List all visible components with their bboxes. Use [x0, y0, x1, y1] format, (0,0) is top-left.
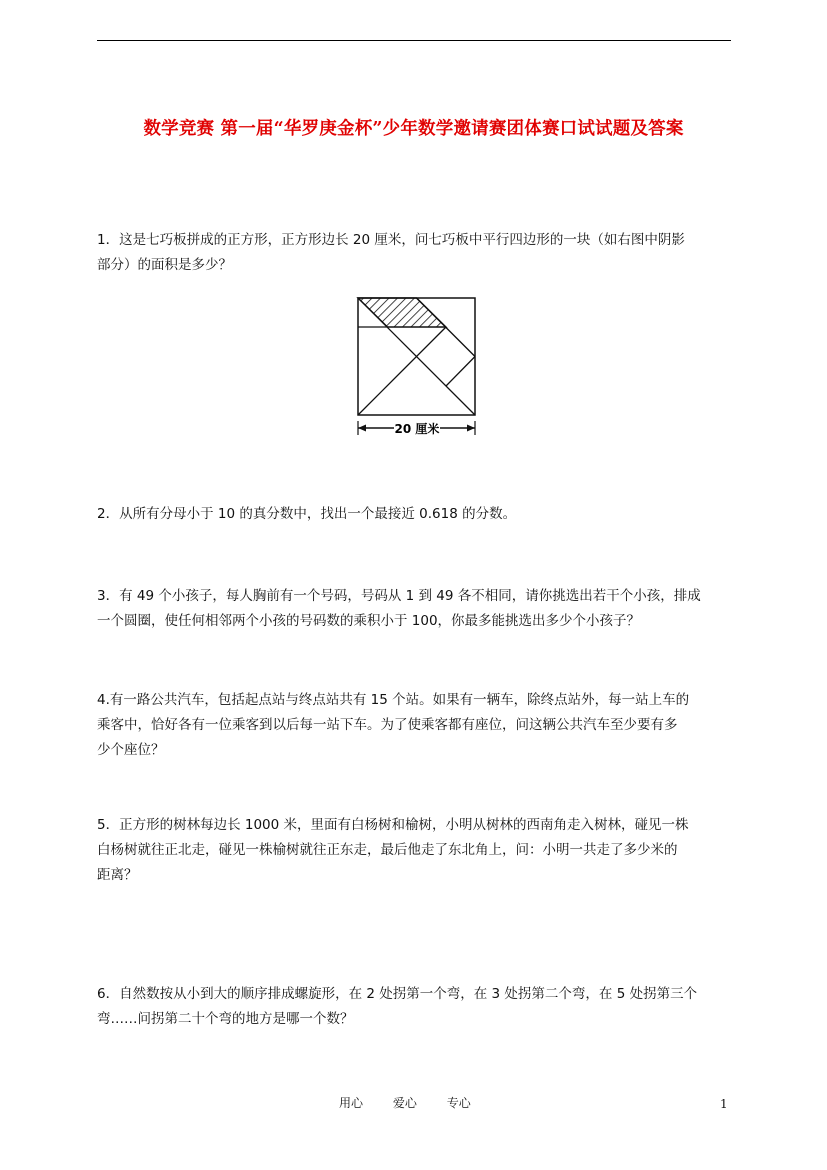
question-4 — [97, 688, 731, 763]
question-2-line-1: 2．从所有分母小于 10 的真分数中，找出一个最接近 0.618 的分数。 — [97, 506, 517, 522]
question-3-line-2: 一个圆圈，使任何相邻两个小孩的号码数的乘积小于 100，你最多能挑选出多少个小孩子？ — [97, 613, 641, 629]
page-number: 1 — [720, 1097, 728, 1111]
question-1-line-1: 1．这是七巧板拼成的正方形，正方形边长 20 厘米，问七巧板中平行四边形的一块（如右图中阴影 — [97, 232, 685, 248]
tangram-figure — [352, 292, 482, 446]
question-5-line-3: 距离？ — [97, 867, 138, 883]
question-4-line-1: 4.有一路公共汽车，包括起点站与终点站共有 15 个站。如果有一辆车，除终点站外，每一站上车的 — [97, 692, 690, 708]
question-1 — [97, 228, 731, 278]
question-4-line-3: 少个座位？ — [97, 742, 165, 758]
shaded-parallelogram — [358, 298, 446, 327]
tangram-diagram — [352, 292, 482, 442]
question-5-line-1: 5．正方形的树林每边长 1000 米，里面有白杨树和榆树，小明从树林的西南角走入树林，碰见一株 — [97, 817, 689, 833]
question-6-line-2: 弯……问拐第二十个弯的地方是哪一个数？ — [97, 1011, 354, 1027]
question-3 — [97, 584, 731, 634]
question-5 — [97, 813, 731, 888]
question-1-line-2: 部分）的面积是多少？ — [97, 257, 232, 273]
question-5-line-2: 白杨树就往正北走，碰见一株榆树就往正东走，最后他走了东北角上，问：小明一共走了多少米的 — [97, 842, 678, 858]
footer-motto — [339, 1094, 497, 1111]
document-title: 数学竞赛 第一届“华罗庚金杯”少年数学邀请赛团体赛口试试题及答案 — [143, 119, 684, 139]
question-6 — [97, 982, 731, 1032]
question-2 — [97, 502, 731, 527]
footer-word-3: 专心 — [446, 1096, 471, 1110]
question-4-line-2: 乘客中，恰好各有一位乘客到以后每一站下车。为了使乘客都有座位，问这辆公共汽车至少要有多 — [97, 717, 678, 733]
footer-word-1: 用心 — [339, 1096, 364, 1110]
footer-word-2: 爱心 — [392, 1096, 417, 1110]
header-rule — [97, 40, 731, 41]
dimension-label: 20 厘米 — [394, 422, 440, 436]
question-3-line-1: 3．有 49 个小孩子，每人胸前有一个号码，号码从 1 到 49 各不相同，请你挑选出若干个小孩，排成 — [97, 588, 701, 604]
question-6-line-1: 6．自然数按从小到大的顺序排成螺旋形，在 2 处拐第一个弯，在 3 处拐第二个弯，在 5 处拐第三个 — [97, 986, 698, 1002]
